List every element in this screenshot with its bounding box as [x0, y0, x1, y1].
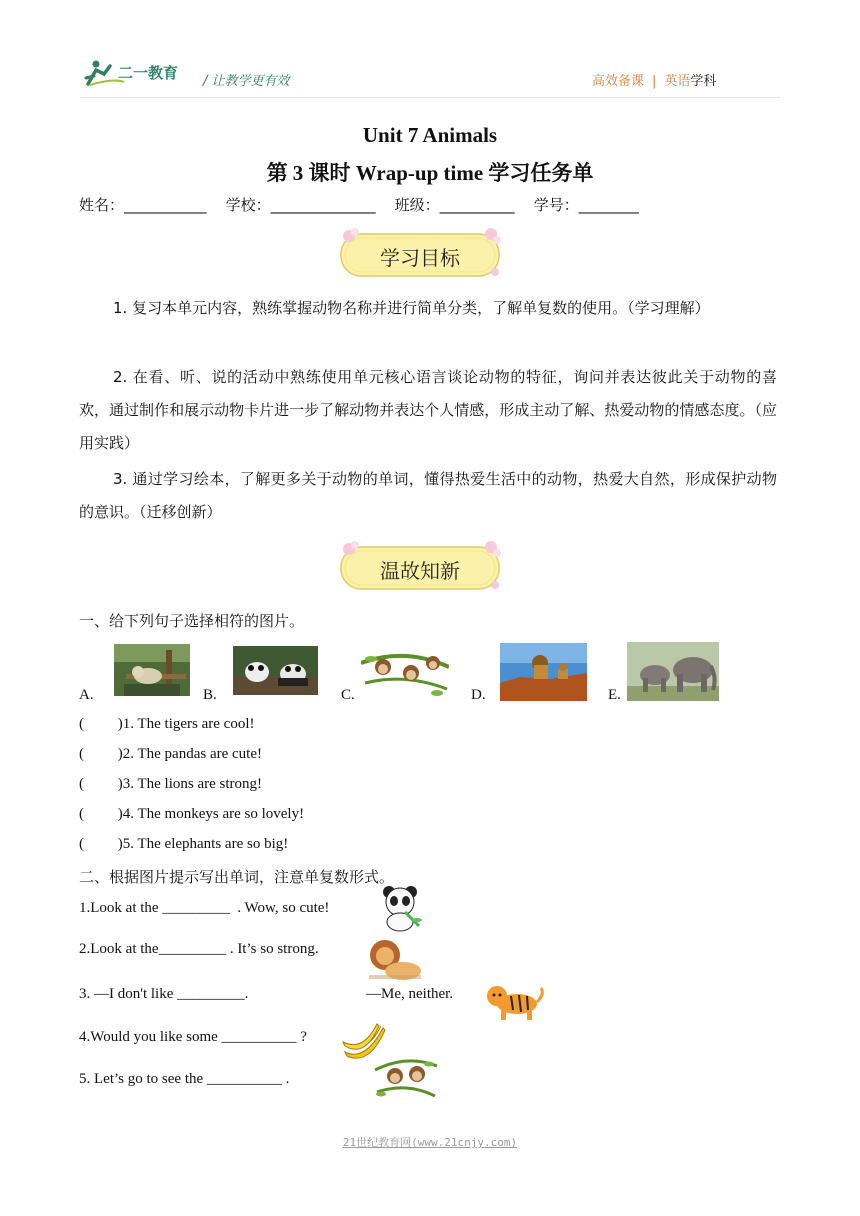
- choice-label-b: B.: [203, 687, 217, 703]
- match-item-5: ( )5. The elephants are so big!: [79, 836, 289, 852]
- lion-icon: [365, 935, 423, 985]
- student-info-line: 姓名：___________ 学校：______________ 班级：__________ 学号：________: [79, 196, 639, 214]
- match-item-3: ( )3. The lions are strong!: [79, 776, 263, 792]
- fill-item-3: 3. —I don't like _________.: [79, 986, 249, 1002]
- tiger-photo: [114, 644, 190, 696]
- brand-logo: [84, 58, 194, 88]
- header-separator: |: [652, 74, 657, 89]
- match-item-1: ( )1. The tigers are cool!: [79, 716, 255, 732]
- tiger-icon: [483, 980, 545, 1024]
- fill-item-2: 2.Look at the_________ . It’s so strong.: [79, 941, 319, 957]
- page-title: Unit 7 Animals: [362, 123, 498, 147]
- header-subject: [592, 70, 716, 89]
- panda-photo: [233, 646, 318, 695]
- header-part1: 高效备课: [592, 74, 645, 89]
- match-item-4: ( )4. The monkeys are so lovely!: [79, 806, 305, 822]
- footer-source[interactable]: 21世纪教育网(www.21cnjy.com): [342, 1136, 518, 1149]
- choice-label-c: C.: [341, 687, 355, 703]
- header-part2b: 学科: [690, 74, 717, 89]
- header-slogan: / 让教学更有效: [203, 74, 290, 89]
- monkeys-icon: [373, 1052, 439, 1104]
- review-banner: [340, 543, 500, 593]
- goal-1: 1. 复习本单元内容，熟练掌握动物名称并进行简单分类，了解单复数的使用。（学习理解）: [113, 299, 710, 317]
- goal-3: 3. 通过学习绘本，了解更多关于动物的单词，懂得热爱生活中的动物，热爱大自然，形成保护动物的意识。（迁移创新）: [79, 470, 777, 521]
- elephant-photo: [627, 642, 719, 701]
- lion-photo: [500, 643, 587, 701]
- goal-2: 2. 在看、听、说的活动中熟练使用单元核心语言谈论动物的特征，询问并表达彼此关于动物的喜欢，通过制作和展示动物卡片进一步了解动物并表达个人情感，形成主动了解、热爱动物的情感态度。（应用实践）: [79, 368, 777, 452]
- goals-banner: [340, 230, 500, 280]
- goals-banner-text: 学习目标: [380, 246, 460, 270]
- header-part2a: 英语: [664, 74, 691, 89]
- fill-item-5: 5. Let’s go to see the __________ .: [79, 1071, 290, 1087]
- section2-heading: 二、根据图片提示写出单词，注意单复数形式。: [79, 868, 395, 886]
- choice-label-a: A.: [79, 687, 94, 703]
- section1-heading: 一、给下列句子选择相符的图片。: [79, 612, 305, 630]
- panda-icon: [375, 882, 425, 932]
- monkey-illustration: [361, 643, 449, 701]
- choice-label-d: D.: [471, 687, 486, 703]
- review-banner-text: 温故知新: [380, 559, 460, 583]
- match-item-2: ( )2. The pandas are cute!: [79, 746, 262, 762]
- brand-logo-text: 二一教育: [118, 64, 179, 82]
- fill-item-4: 4.Would you like some __________ ?: [79, 1029, 307, 1045]
- fill-item-1: 1.Look at the _________ . Wow, so cute!: [79, 900, 330, 916]
- fill-item-3-reply: —Me, neither.: [366, 986, 454, 1002]
- page-subtitle: 第 3 课时 Wrap-up time 学习任务单: [266, 161, 594, 185]
- header-divider: [80, 97, 780, 98]
- choice-label-e: E.: [608, 687, 621, 703]
